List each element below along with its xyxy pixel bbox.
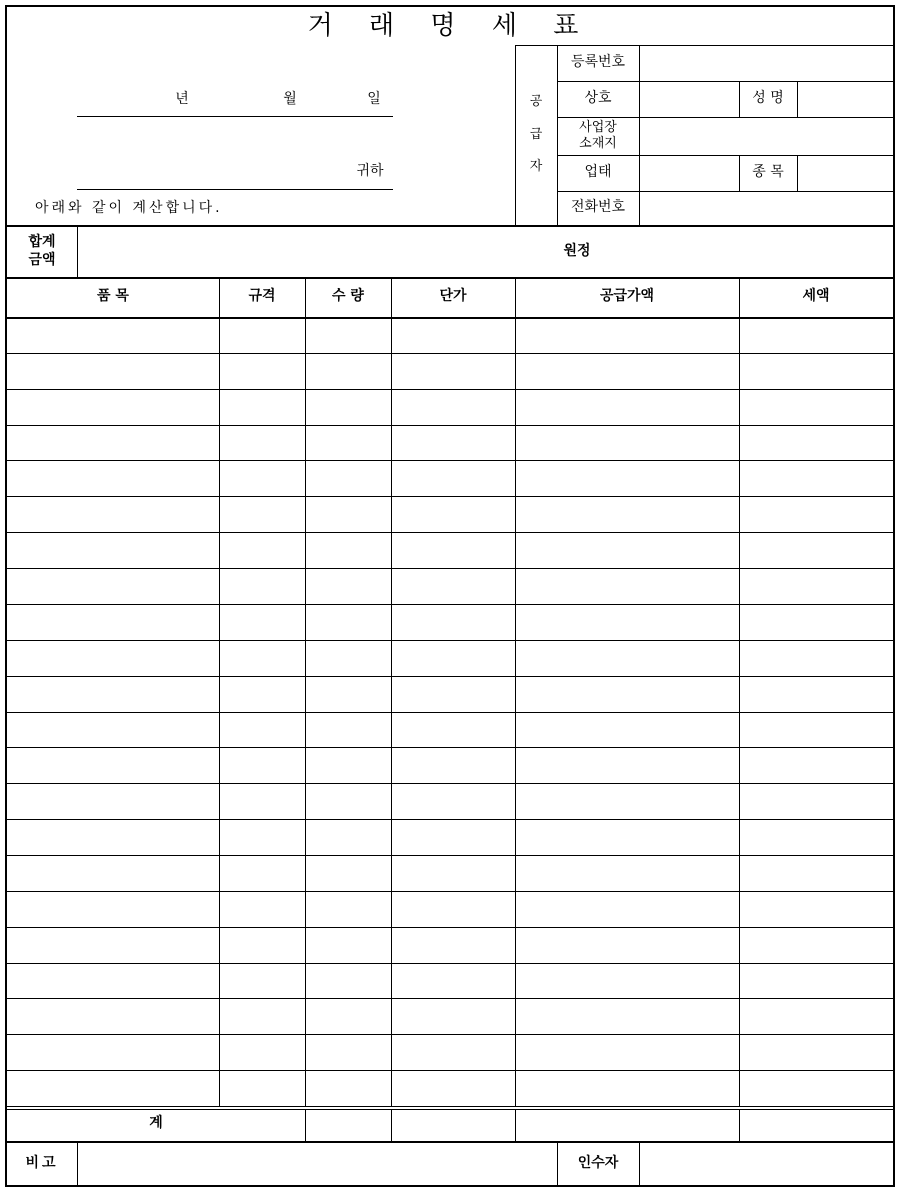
table-cell[interactable] (306, 461, 390, 495)
table-cell[interactable] (740, 318, 892, 352)
date-month-label: 월 (283, 91, 297, 108)
supplier-label: 공 급 자 (529, 94, 543, 175)
table-cell[interactable] (306, 605, 390, 639)
table-cell[interactable] (516, 569, 738, 603)
table-cell[interactable] (8, 964, 218, 998)
company-label: 상호 (584, 90, 612, 107)
column-header: 품 목 (97, 288, 129, 305)
table-cell[interactable] (220, 1035, 304, 1069)
table-cell[interactable] (392, 1071, 514, 1105)
table-cell[interactable] (392, 784, 514, 818)
table-cell[interactable] (516, 892, 738, 926)
table-cell[interactable] (392, 354, 514, 388)
recipient-suffix: 귀하 (356, 163, 384, 180)
table-cell[interactable] (306, 677, 390, 711)
phone-label: 전화번호 (570, 199, 626, 216)
table-cell[interactable] (516, 497, 738, 531)
table-cell[interactable] (392, 964, 514, 998)
recipient-underline (77, 189, 393, 190)
table-cell[interactable] (392, 748, 514, 782)
date-year-label: 년 (175, 91, 189, 108)
table-cell[interactable] (8, 856, 218, 890)
table-cell[interactable] (306, 390, 390, 424)
table-cell[interactable] (306, 641, 390, 675)
column-header: 공급가액 (599, 288, 655, 305)
table-cell[interactable] (8, 354, 218, 388)
table-cell[interactable] (8, 497, 218, 531)
table-cell[interactable] (8, 748, 218, 782)
table-cell[interactable] (8, 999, 218, 1033)
company-field[interactable] (640, 82, 739, 117)
table-cell[interactable] (740, 426, 892, 460)
table-cell[interactable] (8, 892, 218, 926)
table-cell[interactable] (516, 1035, 738, 1069)
table-cell[interactable] (306, 569, 390, 603)
date-day-label: 일 (367, 91, 381, 108)
table-cell[interactable] (516, 641, 738, 675)
table-cell[interactable] (516, 533, 738, 567)
receiver-label: 인수자 (577, 1154, 619, 1171)
page-title: 거 래 명 세 표 (307, 10, 593, 41)
table-cell[interactable] (8, 713, 218, 747)
table-cell[interactable] (8, 677, 218, 711)
phone-field[interactable] (640, 192, 893, 225)
column-header: 단가 (439, 288, 467, 305)
table-cell[interactable] (516, 426, 738, 460)
table-cell[interactable] (220, 641, 304, 675)
table-cell[interactable] (306, 892, 390, 926)
total-amount-suffix: 원정 (563, 242, 591, 259)
table-cell[interactable] (740, 533, 892, 567)
table-cell[interactable] (392, 999, 514, 1033)
table-cell[interactable] (740, 497, 892, 531)
table-cell[interactable] (392, 497, 514, 531)
table-cell[interactable] (740, 820, 892, 854)
table-cell[interactable] (740, 641, 892, 675)
column-header: 규격 (248, 288, 276, 305)
table-cell[interactable] (392, 820, 514, 854)
table-cell[interactable] (392, 605, 514, 639)
table-cell[interactable] (740, 964, 892, 998)
table-cell[interactable] (392, 569, 514, 603)
sum-cell[interactable] (740, 1111, 892, 1140)
table-cell[interactable] (740, 677, 892, 711)
table-cell[interactable] (8, 533, 218, 567)
table-cell[interactable] (220, 461, 304, 495)
table-cell[interactable] (516, 964, 738, 998)
table-cell[interactable] (220, 999, 304, 1033)
table-cell[interactable] (740, 1071, 892, 1105)
table-cell[interactable] (516, 1071, 738, 1105)
column-header: 수 량 (332, 288, 364, 305)
table-cell[interactable] (306, 318, 390, 352)
table-cell[interactable] (306, 713, 390, 747)
table-cell[interactable] (740, 892, 892, 926)
table-cell[interactable] (392, 892, 514, 926)
table-cell[interactable] (392, 390, 514, 424)
table-cell[interactable] (392, 928, 514, 962)
table-cell[interactable] (306, 748, 390, 782)
reg-no-field[interactable] (640, 46, 893, 81)
table-cell[interactable] (740, 569, 892, 603)
table-cell[interactable] (306, 497, 390, 531)
table-cell[interactable] (306, 1071, 390, 1105)
table-cell[interactable] (306, 354, 390, 388)
business-type-label: 업태 (584, 164, 612, 181)
table-cell[interactable] (8, 820, 218, 854)
business-type-field[interactable] (640, 156, 739, 191)
table-cell[interactable] (516, 354, 738, 388)
table-cell[interactable] (220, 820, 304, 854)
sum-cell[interactable] (306, 1111, 390, 1140)
table-cell[interactable] (392, 426, 514, 460)
table-cell[interactable] (306, 999, 390, 1033)
table-cell[interactable] (740, 461, 892, 495)
date-underline (77, 116, 393, 117)
remarks-label: 비고 (25, 1154, 59, 1171)
table-cell[interactable] (306, 928, 390, 962)
table-cell[interactable] (8, 928, 218, 962)
table-cell[interactable] (516, 677, 738, 711)
divider (77, 226, 78, 277)
table-cell[interactable] (306, 964, 390, 998)
table-cell[interactable] (740, 1035, 892, 1069)
table-cell[interactable] (220, 318, 304, 352)
table-cell[interactable] (220, 713, 304, 747)
name-label: 성 명 (752, 90, 784, 107)
table-cell[interactable] (220, 928, 304, 962)
table-cell[interactable] (392, 1035, 514, 1069)
total-amount-field[interactable] (79, 228, 549, 276)
table-cell[interactable] (516, 928, 738, 962)
table-cell[interactable] (740, 748, 892, 782)
table-cell[interactable] (740, 784, 892, 818)
table-cell[interactable] (392, 318, 514, 352)
table-cell[interactable] (8, 605, 218, 639)
remarks-field[interactable] (78, 1143, 557, 1185)
sum-label: 계 (149, 1115, 163, 1132)
table-cell[interactable] (220, 569, 304, 603)
receiver-field[interactable] (640, 1143, 893, 1185)
table-cell[interactable] (740, 999, 892, 1033)
table-cell[interactable] (516, 856, 738, 890)
table-cell[interactable] (8, 426, 218, 460)
table-cell[interactable] (516, 318, 738, 352)
table-cell[interactable] (8, 461, 218, 495)
address-field[interactable] (640, 118, 893, 155)
address-label: 사업장 소재지 (579, 119, 617, 151)
table-cell[interactable] (740, 390, 892, 424)
table-cell[interactable] (220, 497, 304, 531)
table-cell[interactable] (8, 318, 218, 352)
table-cell[interactable] (8, 1035, 218, 1069)
table-cell[interactable] (516, 713, 738, 747)
table-cell[interactable] (220, 964, 304, 998)
table-cell[interactable] (392, 461, 514, 495)
table-cell[interactable] (306, 856, 390, 890)
table-cell[interactable] (516, 999, 738, 1033)
business-item-field[interactable] (798, 156, 893, 191)
table-cell[interactable] (220, 748, 304, 782)
table-cell[interactable] (392, 677, 514, 711)
sum-cell[interactable] (516, 1111, 738, 1140)
statement-text: 아래와 같이 계산합니다. (35, 200, 223, 217)
table-cell[interactable] (8, 641, 218, 675)
table-cell[interactable] (516, 784, 738, 818)
table-cell[interactable] (8, 784, 218, 818)
table-cell[interactable] (392, 641, 514, 675)
table-cell[interactable] (220, 856, 304, 890)
business-item-label: 종 목 (752, 164, 784, 181)
table-cell[interactable] (740, 605, 892, 639)
table-cell[interactable] (220, 426, 304, 460)
table-cell[interactable] (516, 605, 738, 639)
total-amount-label: 합계 금액 (28, 234, 56, 268)
table-cell[interactable] (740, 354, 892, 388)
table-cell[interactable] (306, 1035, 390, 1069)
reg-no-label: 등록번호 (570, 54, 626, 71)
table-cell[interactable] (8, 390, 218, 424)
sum-cell[interactable] (392, 1111, 514, 1140)
column-header: 세액 (802, 288, 830, 305)
name-field[interactable] (798, 82, 893, 117)
table-cell[interactable] (306, 784, 390, 818)
table-cell[interactable] (220, 390, 304, 424)
table-cell[interactable] (516, 748, 738, 782)
table-cell[interactable] (220, 784, 304, 818)
table-cell[interactable] (740, 713, 892, 747)
table-cell[interactable] (740, 856, 892, 890)
table-cell[interactable] (220, 605, 304, 639)
table-cell[interactable] (220, 533, 304, 567)
table-cell[interactable] (306, 533, 390, 567)
table-cell[interactable] (220, 892, 304, 926)
table-cell[interactable] (516, 820, 738, 854)
table-cell[interactable] (392, 856, 514, 890)
table-cell[interactable] (516, 390, 738, 424)
table-cell[interactable] (392, 533, 514, 567)
table-cell[interactable] (8, 1071, 218, 1105)
table-cell[interactable] (306, 426, 390, 460)
table-cell[interactable] (392, 713, 514, 747)
divider (7, 225, 893, 227)
table-cell[interactable] (8, 569, 218, 603)
table-cell[interactable] (740, 928, 892, 962)
table-cell[interactable] (516, 461, 738, 495)
table-cell[interactable] (306, 820, 390, 854)
table-cell[interactable] (220, 677, 304, 711)
table-cell[interactable] (220, 1071, 304, 1105)
invoice-form (5, 5, 895, 1187)
table-cell[interactable] (220, 354, 304, 388)
